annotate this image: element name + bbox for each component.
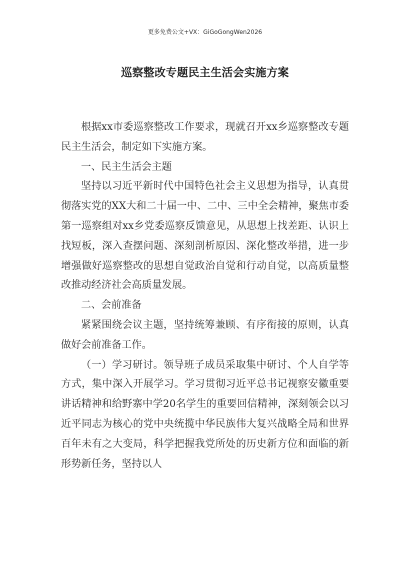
section-heading-theme: 一、民主生活会主题 — [81, 161, 172, 173]
section-heading-preparation: 二、会前准备 — [81, 300, 142, 312]
paragraph-intro: 根据xx市委巡察整改工作要求，现就召开xx乡巡察整改专题民主生活会，制定如下实施方案。 — [61, 122, 349, 153]
header-note: 更多免费公文+VX：GiGoGongWen2026 — [147, 29, 263, 36]
paragraph-theme: 坚持以习近平新时代中国特色社会主义思想为指导，认真贯彻落实党的XX大和二十届一中、二中、三中全会精神，聚焦市委第一巡察组对xx乡党委巡察反馈意见，从思想上找差距、认识上找短板，深入查摆问题、深刻剖析原因、深化整改举措，进一步增强做好巡察整改的思想自觉政治自觉和行动自觉，以高质量整改推动经济社会高质量发展。 — [61, 181, 349, 292]
document-title: 巡察整改专题民主生活会实施方案 — [121, 66, 289, 79]
paragraph-preparation: 紧紧围绕会议主题，坚持统筹兼顾、有序衔接的原则，认真做好会前准备工作。 — [61, 319, 349, 351]
document-body — [61, 118, 349, 474]
paragraph-study: （一）学习研讨。领导班子成员采取集中研讨、个人自学等方式，集中深入开展学习。学习贯彻习近平总书记视察安徽重要讲话精神和给野寨中学20名学生的重要回信精神，深刻领会以习近平同志为核心的党中央统揽中华民族伟大复兴战略全局和世界百年未有之大变局，科学把握我党所处的历史新方位和面临的新形势新任务，坚持以人 — [61, 359, 349, 470]
